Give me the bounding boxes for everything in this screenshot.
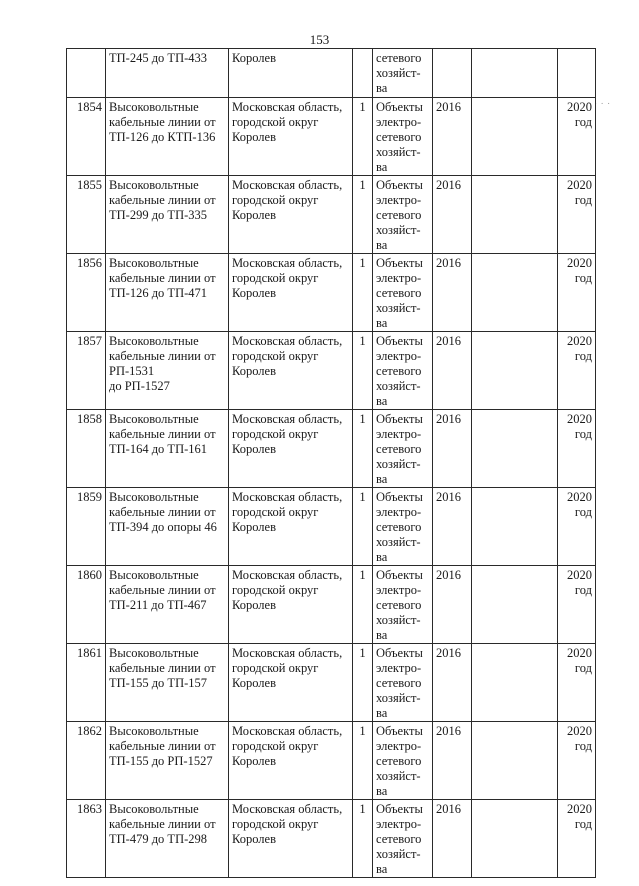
category-line: ва (376, 316, 388, 330)
cell-num (67, 488, 106, 566)
name-line: Высоковольтные (109, 256, 199, 270)
category-line: Объекты (376, 256, 423, 270)
cell-qty (353, 176, 373, 254)
location-line: Королев (232, 130, 276, 144)
quantity: 1 (359, 100, 366, 114)
date-line: год (574, 271, 592, 285)
category-line: электро- (376, 505, 422, 519)
name-line: Высоковольтные (109, 334, 199, 348)
page-number: 153 (309, 32, 330, 47)
cell-location (229, 566, 353, 644)
cell-name (106, 644, 229, 722)
cell-num (67, 644, 106, 722)
location-line: Московская область, (232, 802, 343, 816)
cell-year (433, 49, 472, 98)
category-line: Объекты (376, 490, 423, 504)
quantity: 1 (359, 334, 366, 348)
category-line: Объекты (376, 724, 423, 738)
quantity: 1 (359, 178, 366, 192)
category-line: сетевого (376, 364, 422, 378)
year: 2016 (436, 334, 461, 348)
table-row (67, 176, 596, 254)
cell-num (67, 566, 106, 644)
category-line: Объекты (376, 412, 423, 426)
cell-date (558, 722, 596, 800)
category-line: хозяйст- (376, 769, 421, 783)
location-line: городской округ (232, 349, 319, 363)
cell-name (106, 566, 229, 644)
location-line: городской округ (232, 583, 319, 597)
category-line: ва (376, 81, 388, 95)
name-line: кабельные линии от (109, 817, 216, 831)
year: 2016 (436, 568, 461, 582)
cell-qty (353, 98, 373, 176)
date-line: 2020 (567, 490, 592, 504)
cell-num (67, 254, 106, 332)
location-line: Московская область, (232, 490, 343, 504)
row-number: 1861 (77, 646, 102, 660)
cell-name (106, 98, 229, 176)
location-line: городской округ (232, 505, 319, 519)
category-line: ва (376, 706, 388, 720)
date-line: год (574, 739, 592, 753)
table-row (67, 332, 596, 410)
location-line: городской округ (232, 817, 319, 831)
name-line: ТП-211 до ТП-467 (109, 598, 207, 612)
cell-date (558, 800, 596, 878)
category-line: электро- (376, 271, 422, 285)
location-line: Московская область, (232, 724, 343, 738)
date-line: 2020 (567, 100, 592, 114)
category-line: ва (376, 784, 388, 798)
cell-date (558, 49, 596, 98)
scan-artifact: . . . . (588, 96, 611, 106)
cell-location (229, 722, 353, 800)
row-number: 1859 (77, 490, 102, 504)
quantity: 1 (359, 412, 366, 426)
category-line: хозяйст- (376, 223, 421, 237)
cell-date (558, 566, 596, 644)
location-line: Королев (232, 832, 276, 846)
row-number: 1863 (77, 802, 102, 816)
cell-location (229, 488, 353, 566)
name-line: кабельные линии от (109, 115, 216, 129)
cell-name (106, 410, 229, 488)
cell-date (558, 410, 596, 488)
cell-category (373, 49, 433, 98)
category-line: ва (376, 550, 388, 564)
year: 2016 (436, 646, 461, 660)
name-line: кабельные линии от (109, 349, 216, 363)
table-row (67, 800, 596, 878)
cell-location (229, 332, 353, 410)
cell-category (373, 488, 433, 566)
category-line: Объекты (376, 568, 423, 582)
category-line: хозяйст- (376, 457, 421, 471)
location-line: Московская область, (232, 256, 343, 270)
category-line: электро- (376, 817, 422, 831)
cell-blank (472, 800, 558, 878)
table-row (67, 488, 596, 566)
location-line: городской округ (232, 739, 319, 753)
name-line: ТП-245 до ТП-433 (109, 51, 208, 65)
location-line: Королев (232, 286, 276, 300)
category-line: хозяйст- (376, 379, 421, 393)
table-row-continued (67, 49, 596, 98)
category-line: электро- (376, 349, 422, 363)
cell-qty (353, 800, 373, 878)
date-line: 2020 (567, 802, 592, 816)
category-line: электро- (376, 661, 422, 675)
location-line: Королев (232, 754, 276, 768)
category-line: хозяйст- (376, 535, 421, 549)
cell-date (558, 644, 596, 722)
cell-qty (353, 410, 373, 488)
date-line: год (574, 583, 592, 597)
date-line: 2020 (567, 178, 592, 192)
name-line: ТП-299 до ТП-335 (109, 208, 208, 222)
table-row (67, 644, 596, 722)
cell-location (229, 644, 353, 722)
location-line: городской округ (232, 661, 319, 675)
cell-year (433, 722, 472, 800)
cell-num (67, 332, 106, 410)
category-line: ва (376, 394, 388, 408)
quantity: 1 (359, 256, 366, 270)
cell-blank (472, 644, 558, 722)
category-line: Объекты (376, 646, 423, 660)
location-line: Московская область, (232, 178, 343, 192)
category-line: сетевого (376, 520, 422, 534)
category-line: ва (376, 472, 388, 486)
row-number: 1857 (77, 334, 102, 348)
location-line: Московская область, (232, 646, 343, 660)
cell-name (106, 49, 229, 98)
date-line: 2020 (567, 646, 592, 660)
name-line: кабельные линии от (109, 583, 216, 597)
cell-name (106, 254, 229, 332)
cell-date (558, 332, 596, 410)
location-line: городской округ (232, 427, 319, 441)
cell-category (373, 98, 433, 176)
year: 2016 (436, 100, 461, 114)
cell-qty (353, 566, 373, 644)
row-number: 1862 (77, 724, 102, 738)
category-line: электро- (376, 583, 422, 597)
location-line: Королев (232, 208, 276, 222)
date-line: 2020 (567, 724, 592, 738)
name-line: до РП-1527 (109, 379, 170, 393)
date-line: год (574, 193, 592, 207)
cell-num (67, 49, 106, 98)
name-line: РП-1531 (109, 364, 155, 378)
category-line: ва (376, 862, 388, 876)
category-line: сетевого (376, 754, 422, 768)
table-body (67, 49, 596, 878)
year: 2016 (436, 724, 461, 738)
name-line: Высоковольтные (109, 178, 199, 192)
cell-year (433, 98, 472, 176)
location-line: Королев (232, 51, 276, 65)
cell-year (433, 488, 472, 566)
cell-qty (353, 49, 373, 98)
location-line: Королев (232, 598, 276, 612)
quantity: 1 (359, 490, 366, 504)
year: 2016 (436, 490, 461, 504)
table-row (67, 410, 596, 488)
year: 2016 (436, 802, 461, 816)
quantity: 1 (359, 568, 366, 582)
date-line: год (574, 115, 592, 129)
year: 2016 (436, 412, 461, 426)
name-line: кабельные линии от (109, 505, 216, 519)
date-line: год (574, 661, 592, 675)
cell-location (229, 49, 353, 98)
category-line: хозяйст- (376, 301, 421, 315)
row-number: 1860 (77, 568, 102, 582)
cell-date (558, 176, 596, 254)
category-line: Объекты (376, 334, 423, 348)
table-row (67, 98, 596, 176)
location-line: городской округ (232, 115, 319, 129)
category-line: сетевого (376, 832, 422, 846)
category-line: хозяйст- (376, 66, 421, 80)
location-line: Королев (232, 442, 276, 456)
name-line: кабельные линии от (109, 427, 216, 441)
cell-category (373, 254, 433, 332)
location-line: Королев (232, 520, 276, 534)
cell-location (229, 800, 353, 878)
name-line: ТП-126 до КТП-136 (109, 130, 216, 144)
row-number: 1858 (77, 412, 102, 426)
cell-year (433, 176, 472, 254)
cell-name (106, 800, 229, 878)
row-number: 1854 (77, 100, 102, 114)
category-line: электро- (376, 115, 422, 129)
category-line: сетевого (376, 442, 422, 456)
cell-category (373, 176, 433, 254)
cell-name (106, 722, 229, 800)
location-line: Королев (232, 676, 276, 690)
cell-category (373, 644, 433, 722)
cell-date (558, 98, 596, 176)
category-line: хозяйст- (376, 847, 421, 861)
name-line: Высоковольтные (109, 100, 199, 114)
cell-blank (472, 49, 558, 98)
quantity: 1 (359, 802, 366, 816)
name-line: Высоковольтные (109, 724, 199, 738)
name-line: Высоковольтные (109, 568, 199, 582)
cell-blank (472, 410, 558, 488)
cell-year (433, 800, 472, 878)
cell-blank (472, 566, 558, 644)
category-line: сетевого (376, 676, 422, 690)
cell-num (67, 98, 106, 176)
location-line: Московская область, (232, 334, 343, 348)
location-line: Московская область, (232, 568, 343, 582)
name-line: ТП-164 до ТП-161 (109, 442, 208, 456)
cell-location (229, 98, 353, 176)
cell-name (106, 488, 229, 566)
category-line: Объекты (376, 100, 423, 114)
cell-category (373, 722, 433, 800)
category-line: электро- (376, 739, 422, 753)
cell-year (433, 254, 472, 332)
cell-num (67, 176, 106, 254)
category-line: сетевого (376, 286, 422, 300)
cell-qty (353, 644, 373, 722)
date-line: год (574, 349, 592, 363)
name-line: Высоковольтные (109, 490, 199, 504)
cell-blank (472, 254, 558, 332)
cell-year (433, 566, 472, 644)
cell-location (229, 254, 353, 332)
category-line: сетевого (376, 208, 422, 222)
name-line: ТП-394 до опоры 46 (109, 520, 217, 534)
cell-qty (353, 722, 373, 800)
cell-num (67, 410, 106, 488)
cell-qty (353, 254, 373, 332)
cell-date (558, 254, 596, 332)
date-line: год (574, 427, 592, 441)
category-line: хозяйст- (376, 691, 421, 705)
cell-date (558, 488, 596, 566)
name-line: кабельные линии от (109, 193, 216, 207)
cell-category (373, 332, 433, 410)
location-line: Королев (232, 364, 276, 378)
year: 2016 (436, 178, 461, 192)
name-line: ТП-155 до РП-1527 (109, 754, 213, 768)
category-line: Объекты (376, 178, 423, 192)
table-row (67, 722, 596, 800)
cell-qty (353, 332, 373, 410)
name-line: кабельные линии от (109, 271, 216, 285)
cell-location (229, 176, 353, 254)
cell-year (433, 332, 472, 410)
name-line: Высоковольтные (109, 412, 199, 426)
category-line: Объекты (376, 802, 423, 816)
category-line: электро- (376, 427, 422, 441)
name-line: Высоковольтные (109, 646, 199, 660)
category-line: ва (376, 628, 388, 642)
cell-qty (353, 488, 373, 566)
category-line: сетевого (376, 598, 422, 612)
category-line: хозяйст- (376, 145, 421, 159)
cell-name (106, 176, 229, 254)
category-line: ва (376, 238, 388, 252)
category-line: электро- (376, 193, 422, 207)
location-line: Московская область, (232, 100, 343, 114)
category-line: ва (376, 160, 388, 174)
year: 2016 (436, 256, 461, 270)
cell-num (67, 800, 106, 878)
name-line: ТП-126 до ТП-471 (109, 286, 208, 300)
category-line: сетевого (376, 51, 422, 65)
name-line: Высоковольтные (109, 802, 199, 816)
location-line: городской округ (232, 193, 319, 207)
registry-table (66, 48, 596, 878)
cell-category (373, 566, 433, 644)
name-line: кабельные линии от (109, 661, 216, 675)
date-line: 2020 (567, 412, 592, 426)
quantity: 1 (359, 646, 366, 660)
category-line: сетевого (376, 130, 422, 144)
row-number: 1856 (77, 256, 102, 270)
cell-blank (472, 98, 558, 176)
category-line: хозяйст- (376, 613, 421, 627)
row-number: 1855 (77, 178, 102, 192)
cell-blank (472, 722, 558, 800)
cell-name (106, 332, 229, 410)
cell-year (433, 644, 472, 722)
date-line: 2020 (567, 334, 592, 348)
cell-blank (472, 488, 558, 566)
cell-blank (472, 332, 558, 410)
cell-category (373, 800, 433, 878)
cell-location (229, 410, 353, 488)
location-line: Московская область, (232, 412, 343, 426)
quantity: 1 (359, 724, 366, 738)
date-line: 2020 (567, 568, 592, 582)
name-line: ТП-155 до ТП-157 (109, 676, 208, 690)
cell-num (67, 722, 106, 800)
cell-category (373, 410, 433, 488)
cell-year (433, 410, 472, 488)
date-line: год (574, 817, 592, 831)
location-line: городской округ (232, 271, 319, 285)
table-row (67, 566, 596, 644)
date-line: 2020 (567, 256, 592, 270)
date-line: год (574, 505, 592, 519)
name-line: кабельные линии от (109, 739, 216, 753)
name-line: ТП-479 до ТП-298 (109, 832, 208, 846)
table-row (67, 254, 596, 332)
cell-blank (472, 176, 558, 254)
